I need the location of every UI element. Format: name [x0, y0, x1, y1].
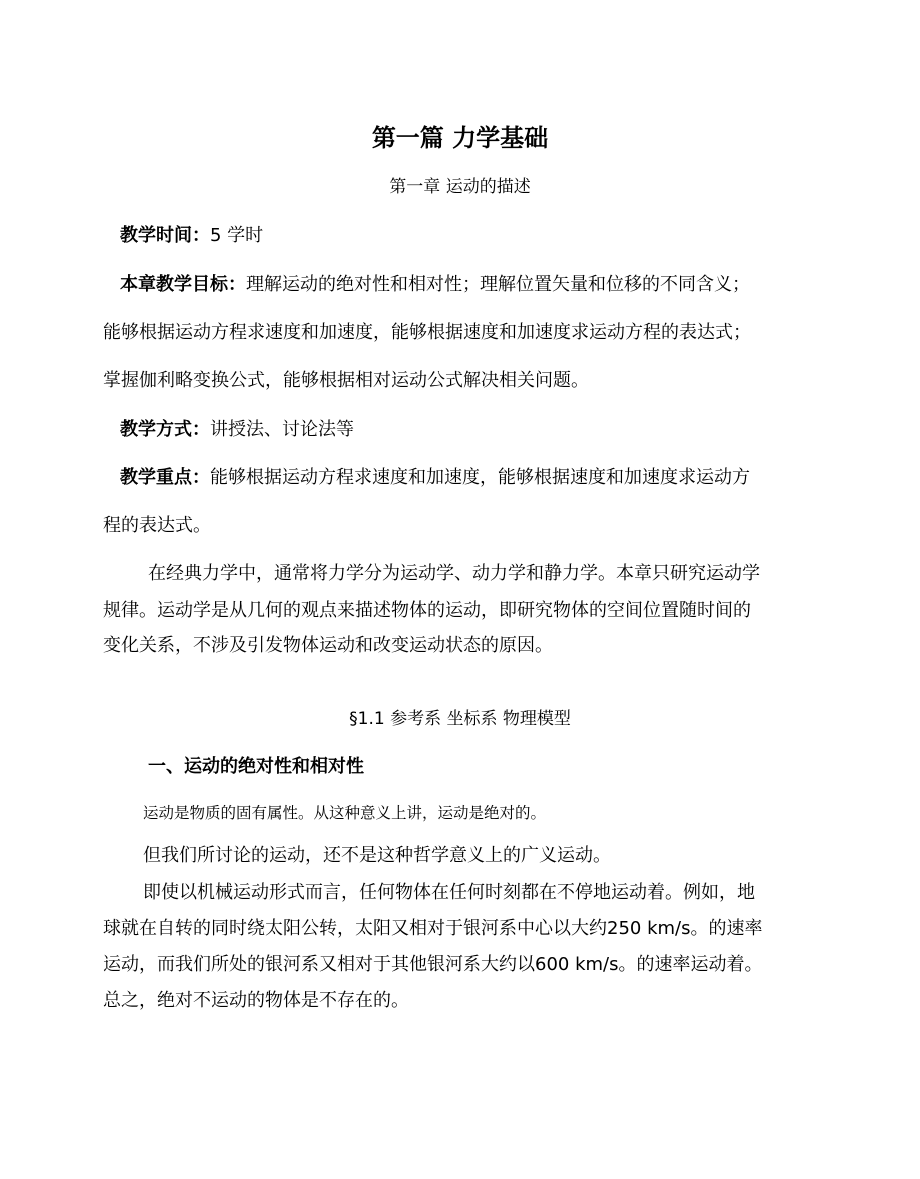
- chapter-title: 第一章 运动的描述: [389, 177, 531, 197]
- objectives-line-1: [120, 274, 750, 296]
- teaching-method: [120, 419, 354, 441]
- key-points-line-1: [120, 467, 750, 489]
- key-points-line-2: 程的表达式。: [103, 515, 211, 536]
- body-line-3: 即使以机械运动形式而言，任何物体在任何时刻都在不停地运动着。例如，地: [143, 882, 755, 903]
- body-line-2: 但我们所讨论的运动，还不是这种哲学意义上的广义运动。: [143, 845, 611, 866]
- intro-line-1: 在经典力学中，通常将力学分为运动学、动力学和静力学。本章只研究运动学: [148, 563, 760, 584]
- teaching-time-label: 教学时间：: [120, 225, 210, 246]
- body-line-6: 总之，绝对不运动的物体是不存在的。: [103, 990, 409, 1011]
- teaching-method-label: 教学方式：: [120, 419, 210, 440]
- teaching-time: [120, 225, 263, 247]
- teaching-time-value: 5 学时: [210, 225, 264, 246]
- subsection-title: 一、运动的绝对性和相对性: [148, 756, 364, 777]
- intro-line-2: 规律。运动学是从几何的观点来描述物体的运动，即研究物体的空间位置随时间的: [103, 600, 751, 621]
- body-line-4: 球就在自转的同时绕太阳公转，太阳又相对于银河系中心以大约250 km/s。的速率: [103, 918, 763, 939]
- body-line-5: 运动，而我们所处的银河系又相对于其他银河系大约以600 km/s。的速率运动着。: [103, 954, 763, 975]
- objectives-text: 理解运动的绝对性和相对性；理解位置矢量和位移的不同含义；: [246, 274, 750, 295]
- intro-line-3: 变化关系，不涉及引发物体运动和改变运动状态的原因。: [103, 635, 553, 656]
- section-title: §1.1 参考系 坐标系 物理模型: [349, 709, 571, 729]
- objectives-line-3: 掌握伽利略变换公式，能够根据相对运动公式解决相关问题。: [103, 370, 589, 391]
- teaching-method-value: 讲授法、讨论法等: [210, 419, 354, 440]
- objectives-label: 本章教学目标：: [120, 274, 246, 295]
- key-points-text: 能够根据运动方程求速度和加速度，能够根据速度和加速度求运动方: [210, 467, 750, 488]
- body-line-1: 运动是物质的固有属性。从这种意义上讲，运动是绝对的。: [143, 804, 547, 822]
- objectives-line-2: 能够根据运动方程求速度和加速度，能够根据速度和加速度求运动方程的表达式；: [103, 322, 751, 343]
- key-points-label: 教学重点：: [120, 467, 210, 488]
- part-title: 第一篇 力学基础: [371, 124, 549, 152]
